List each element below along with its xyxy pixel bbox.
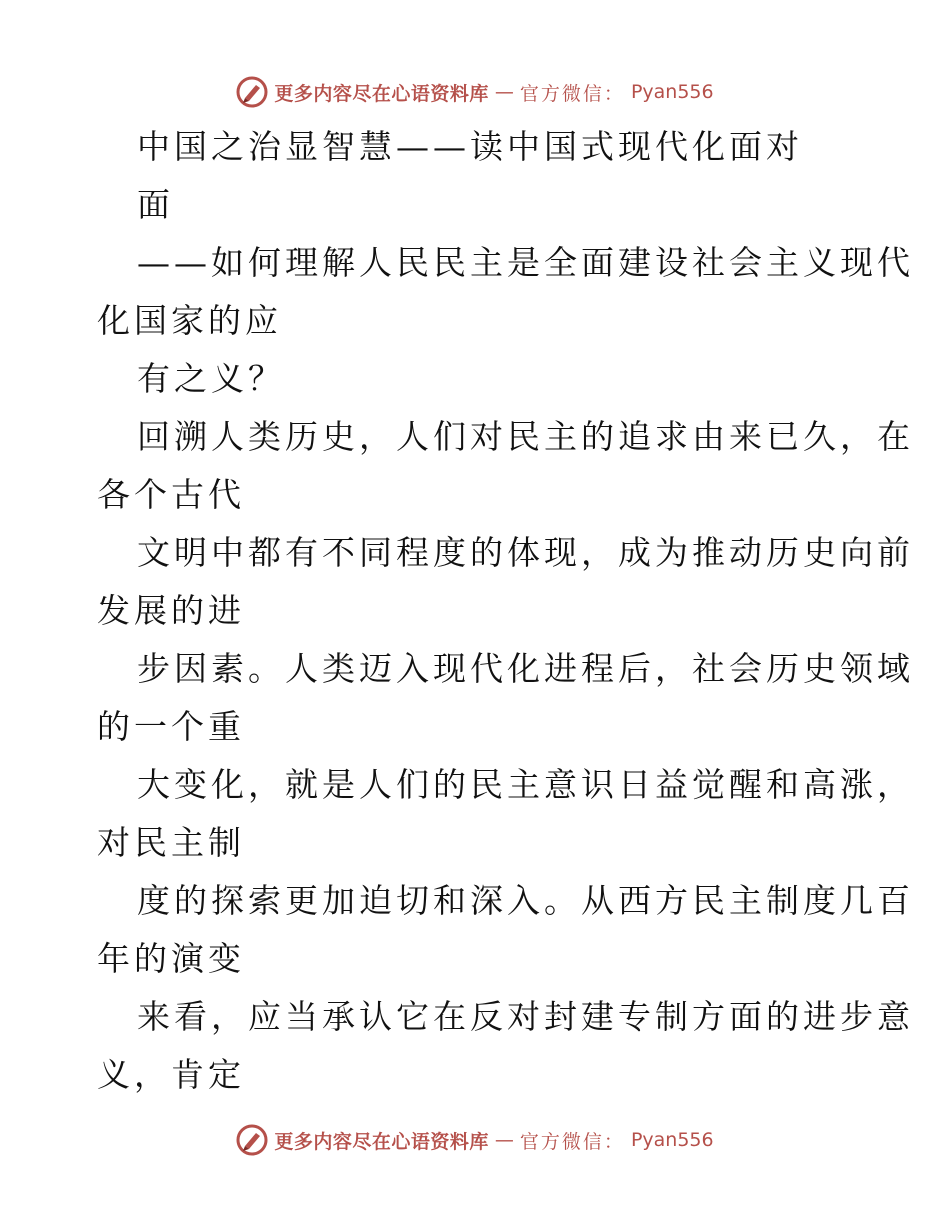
header-watermark xyxy=(0,72,950,112)
text-line: 度的探索更加迫切和深入。从西方民主制度几百 xyxy=(137,881,914,920)
header-separator: — xyxy=(494,81,514,103)
text-line: 各个古代 xyxy=(97,475,245,514)
header-wechat-label: 官方微信： xyxy=(519,82,625,105)
text-line: 义，肯定 xyxy=(97,1055,245,1094)
footer-site-text: 更多内容尽在心语资料库 xyxy=(274,1130,489,1153)
footer-separator: — xyxy=(494,1129,514,1151)
pen-logo-icon xyxy=(236,76,268,108)
text-line: 化国家的应 xyxy=(97,301,282,340)
pen-logo-icon xyxy=(236,1124,268,1156)
text-line: 中国之治显智慧——读中国式现代化面对 xyxy=(137,127,803,166)
text-line: 来看，应当承认它在反对封建专制方面的进步意 xyxy=(137,997,914,1036)
text-line: 的一个重 xyxy=(97,707,245,746)
text-line: 回溯人类历史，人们对民主的追求由来已久，在 xyxy=(137,417,914,456)
text-line: 对民主制 xyxy=(97,823,245,862)
text-line: 年的演变 xyxy=(97,939,245,978)
text-line: 文明中都有不同程度的体现，成为推动历史向前 xyxy=(137,533,914,572)
footer-wechat-id: Pyan556 xyxy=(630,1129,714,1151)
text-line: 有之义？ xyxy=(137,359,285,398)
text-line: 步因素。人类迈入现代化进程后，社会历史领域 xyxy=(137,649,914,688)
footer-wechat-label: 官方微信： xyxy=(519,1130,625,1153)
header-site-text: 更多内容尽在心语资料库 xyxy=(274,82,489,105)
footer-watermark xyxy=(0,1120,950,1160)
header-wechat-id: Pyan556 xyxy=(630,81,714,103)
text-line: 大变化，就是人们的民主意识日益觉醒和高涨， xyxy=(137,765,914,804)
text-line: 发展的进 xyxy=(97,591,245,630)
text-line: ——如何理解人民民主是全面建设社会主义现代 xyxy=(137,243,914,282)
text-line: 面 xyxy=(137,185,174,224)
